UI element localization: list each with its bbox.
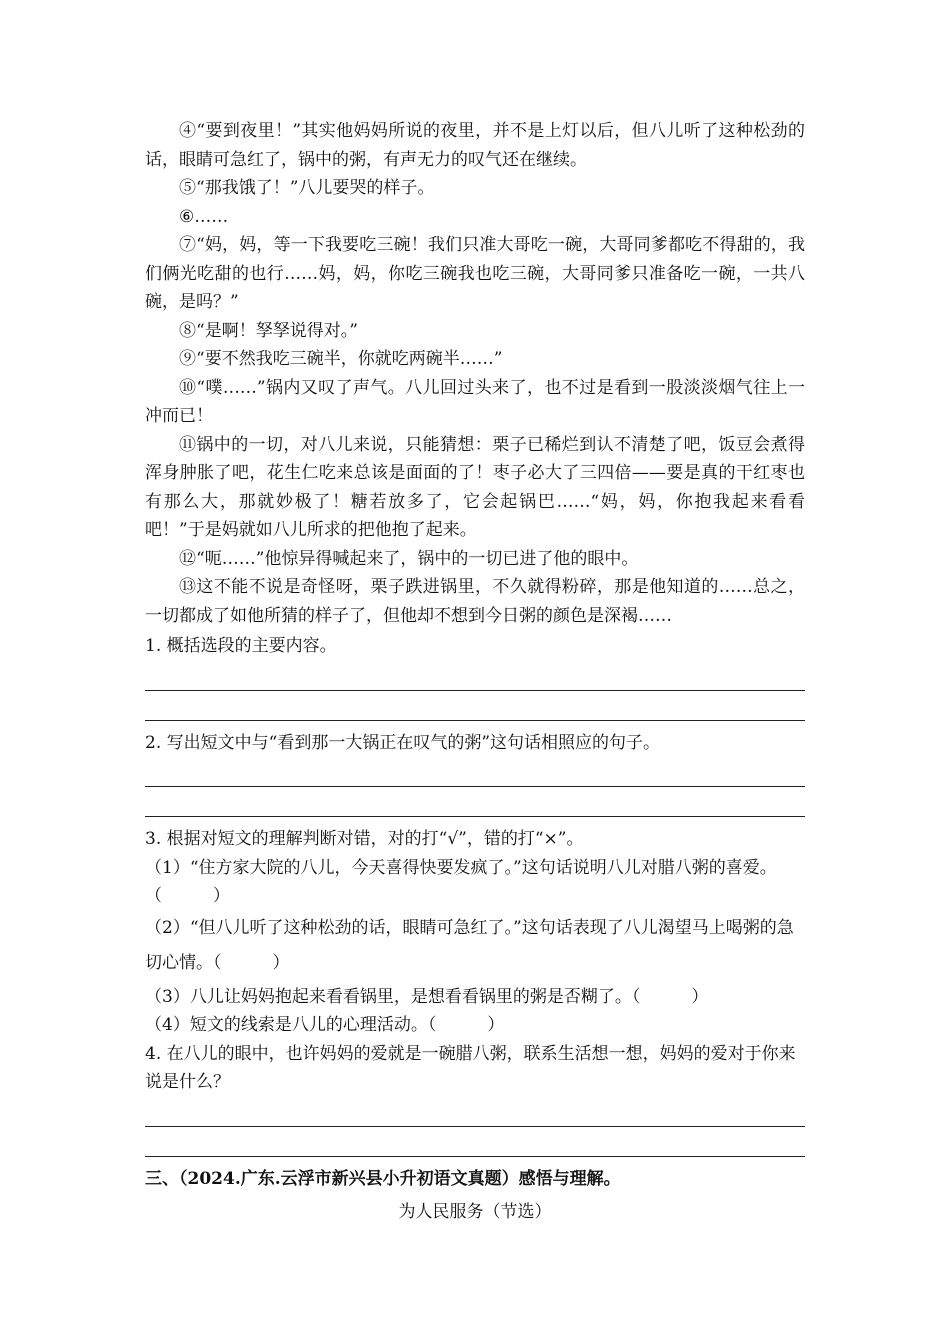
question-3-item-1: （1）“住方家大院的八儿，今天喜得快要发疯了。”这句话说明八儿对腊八粥的喜爱。（ ）	[145, 857, 777, 906]
document-page	[145, 0, 805, 1227]
answer-line[interactable]	[145, 691, 805, 721]
passage-paragraph-6: ⑥……	[179, 206, 229, 227]
section-heading: 三、（2024.广东.云浮市新兴县小升初语文真题）感悟与理解。	[145, 1168, 621, 1189]
passage-paragraph-10: ⑩“噗……”锅内又叹了声气。八儿回过头来了，也不过是看到一股淡淡烟气往上一冲而已！	[145, 377, 805, 426]
passage-paragraph-13: ⑬这不能不说是奇怪呀，栗子跌进锅里，不久就得粉碎，那是他知道的……总之，一切都成了如他所猜的样子了，但他却不想到今日粥的颜色是深褐……	[145, 577, 805, 626]
passage-paragraph-11: ⑪锅中的一切，对八儿来说，只能猜想：栗子已稀烂到认不清楚了吧，饭豆会煮得浑身肿胀了吧，花生仁吃来总该是面面的了！枣子必大了三四倍——要是真的干红枣也有那么大，那就妙极了！糖若放多了，它会起锅巴……“妈，妈，你抱我起来看看吧！”于是妈就如八儿所求的把他抱了起来。	[145, 434, 805, 540]
question-3-item-2: （2）“但八儿听了这种松劲的话，眼睛可急红了。”这句话表现了八儿渴望马上喝粥的急切心情。（ ）	[145, 917, 794, 973]
question-1: 1. 概括选段的主要内容。	[145, 636, 337, 656]
answer-line[interactable]	[145, 661, 805, 691]
passage-paragraph-5: ⑤“那我饿了！”八儿要哭的样子。	[179, 178, 435, 198]
question-4: 4. 在八儿的眼中，也许妈妈的爱就是一碗腊八粥，联系生活想一想，妈妈的爱对于你来说是什么？	[145, 1043, 796, 1092]
passage-paragraph-4: ④“要到夜里！”其实他妈妈所说的夜里，并不是上灯以后，但八儿听了这种松劲的话，眼睛可急红了，锅中的粥，有声无力的叹气还在继续。	[145, 121, 805, 170]
answer-line[interactable]	[145, 757, 805, 787]
passage-title: 为人民服务（节选）	[398, 1201, 552, 1222]
answer-line[interactable]	[145, 1097, 805, 1127]
question-3-item-4: （4）短文的线索是八儿的心理活动。（ ）	[145, 1015, 505, 1035]
answer-line[interactable]	[145, 787, 805, 817]
passage-paragraph-12: ⑫“呃……”他惊异得喊起来了，锅中的一切已进了他的眼中。	[179, 548, 639, 569]
question-2: 2. 写出短文中与“看到那一大锅正在叹气的粥”这句话相照应的句子。	[145, 732, 661, 753]
question-3: 3. 根据对短文的理解判断对错，对的打“√”，错的打“×”。	[145, 829, 584, 849]
passage-paragraph-9: ⑨“要不然我吃三碗半，你就吃两碗半……”	[179, 349, 503, 369]
question-3-item-3: （3）八儿让妈妈抱起来看看锅里，是想看看锅里的粥是否糊了。（ ）	[145, 986, 709, 1007]
passage-paragraph-8: ⑧“是啊！孥孥说得对。”	[179, 320, 358, 341]
answer-line[interactable]	[145, 1127, 805, 1157]
passage-paragraph-7: ⑦“妈，妈，等一下我要吃三碗！我们只准大哥吃一碗，大哥同爹都吃不得甜的，我们俩光吃甜的也行……妈，妈，你吃三碗我也吃三碗，大哥同爹只准备吃一碗，一共八碗，是吗？”	[145, 235, 805, 312]
